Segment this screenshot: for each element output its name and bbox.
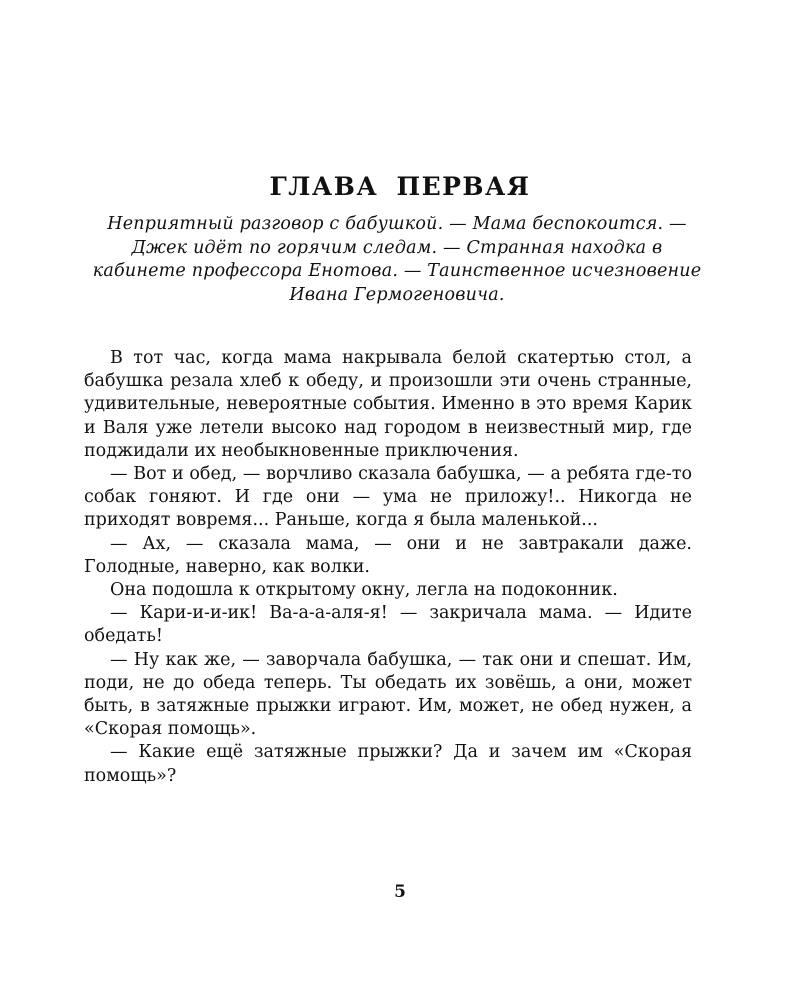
chapter-synopsis: Неприятный разговор с бабушкой. — Мама беспокоится. — Джек идёт по горячим следам. — Странная находка в кабинете профессора Енотова. — Таинственное исчезновение Ивана Гермогеновича.	[92, 214, 702, 305]
paragraph: — Вот и обед, — ворчливо сказала бабушка, — а ребята где-то собак гоняют. И где они — ума не приложу!.. Никогда не приходят вовремя... Раньше, когда я была маленькой...	[84, 464, 692, 531]
chapter-title: ГЛАВА ПЕРВАЯ	[269, 172, 531, 201]
body-text	[84, 347, 692, 788]
paragraph: — Кари-и-и-ик! Ва-а-а-аля-я! — закричала мама. — Идите обедать!	[84, 603, 692, 647]
paragraph: Она подошла к открытому окну, легла на подоконник.	[110, 580, 618, 601]
paragraph: В тот час, когда мама накрывала белой скатертью стол, а бабушка резала хлеб к обеду, и произошли эти очень странные, удивительные, невероятные события. Именно в это время Карик и Валя уже летели высоко над городом в неизвестный мир, где поджидали их необыкновенные приключения.	[84, 348, 692, 461]
page-number: 5	[394, 882, 406, 902]
paragraph: — Ну как же, — заворчала бабушка, — так они и спешат. Им, поди, не до обеда теперь. Ты обедать их зовёшь, а они, может быть, в затяжные прыжки играют. Им, может, не обед нужен, а «Скорая помощь».	[84, 649, 692, 740]
paragraph: — Ах, — сказала мама, — они и не завтракали даже. Голодные, наверно, как волки.	[84, 533, 692, 577]
paragraph: — Какие ещё затяжные прыжки? Да и зачем им «Скорая помощь»?	[84, 742, 692, 786]
